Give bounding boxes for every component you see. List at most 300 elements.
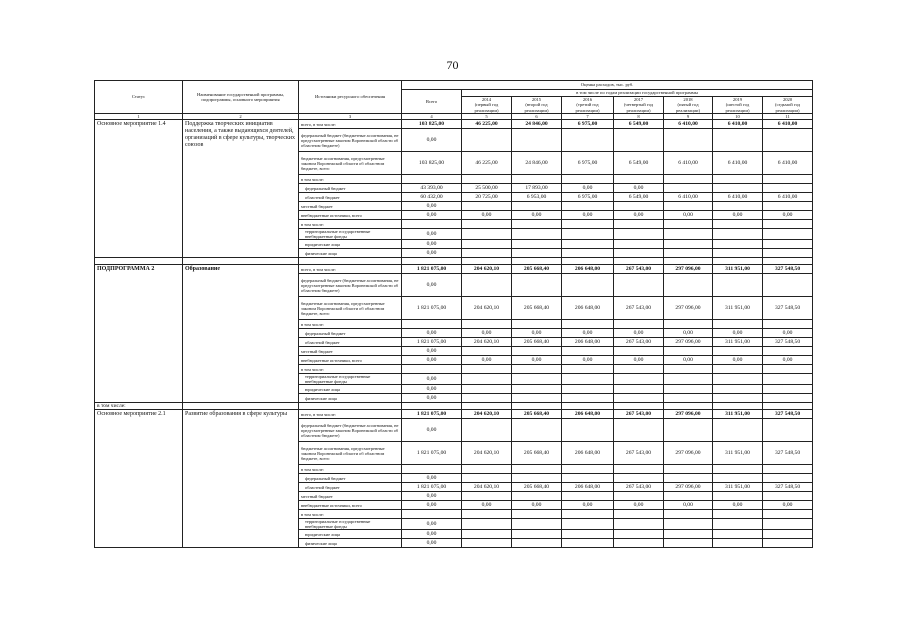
empty-cell [299, 258, 402, 265]
year-value-cell: 0,00 [462, 211, 512, 220]
year-value-cell [462, 320, 512, 329]
year-value-cell [713, 530, 763, 539]
year-value-cell [512, 510, 562, 519]
year-value-cell: 267 543,00 [614, 442, 664, 465]
year-value-cell [763, 465, 813, 474]
year-value-cell [462, 539, 512, 548]
source-cell: юридические лица [299, 385, 402, 394]
total-value-cell: 1 821 075,00 [402, 483, 462, 492]
year-value-cell: 6 953,00 [512, 193, 562, 202]
year-value-cell: 6 410,00 [713, 193, 763, 202]
source-cell: местный бюджет [299, 347, 402, 356]
total-value-cell: 0,00 [402, 229, 462, 240]
header-year-label: (четвертый год реализации) [623, 102, 654, 113]
year-value-cell [614, 385, 664, 394]
total-value-cell: 0,00 [402, 394, 462, 403]
column-index: 9 [664, 114, 713, 120]
year-value-cell [512, 419, 562, 442]
year-value-cell [512, 229, 562, 240]
year-value-cell: 46 225,00 [462, 152, 512, 175]
year-value-cell: 6 410,00 [713, 120, 763, 129]
header-year [664, 97, 713, 114]
total-value-cell [402, 320, 462, 329]
source-cell: областной бюджет [299, 193, 402, 202]
year-value-cell [664, 365, 713, 374]
year-value-cell [562, 539, 614, 548]
column-index: 3 [299, 114, 402, 120]
year-value-cell: 0,00 [664, 356, 713, 365]
source-cell: в том числе: [299, 365, 402, 374]
year-value-cell [512, 129, 562, 152]
empty-cell [95, 258, 183, 265]
header-year-label: (пятый год реализации) [676, 102, 700, 113]
year-value-cell [763, 492, 813, 501]
table-row [95, 265, 813, 274]
year-value-cell [763, 220, 813, 229]
year-value-cell [562, 274, 614, 297]
year-value-cell [512, 249, 562, 258]
year-value-cell: 6 410,00 [763, 193, 813, 202]
year-value-cell: 0,00 [462, 329, 512, 338]
year-value-cell [763, 129, 813, 152]
source-cell: всего, в том числе: [299, 410, 402, 419]
year-value-cell [614, 129, 664, 152]
year-value-cell [664, 347, 713, 356]
year-value-cell [713, 539, 763, 548]
source-cell: федеральный бюджет (бюджетные ассигнования, не предусмотренные законом Воронежской области об областном бюджете) [299, 419, 402, 442]
empty-cell [402, 403, 462, 410]
year-value-cell [462, 220, 512, 229]
header-year-number: 2015 [531, 97, 542, 103]
year-value-cell [664, 229, 713, 240]
year-value-cell [713, 385, 763, 394]
year-value-cell [462, 129, 512, 152]
empty-cell [462, 258, 512, 265]
status-cell: ПОДПРОГРАММА 2 [95, 265, 183, 403]
year-value-cell: 204 620,10 [462, 483, 512, 492]
column-index: 6 [512, 114, 562, 120]
header-year-number: 2014 [481, 97, 492, 103]
year-value-cell: 205 668,40 [512, 297, 562, 320]
empty-cell [562, 403, 614, 410]
total-value-cell: 0,00 [402, 530, 462, 539]
year-value-cell: 6 410,00 [713, 152, 763, 175]
year-value-cell: 205 668,40 [512, 410, 562, 419]
empty-cell [299, 403, 402, 410]
year-value-cell: 206 648,00 [562, 338, 614, 347]
year-value-cell [512, 385, 562, 394]
year-value-cell: 311 951,00 [713, 338, 763, 347]
year-value-cell: 0,00 [614, 184, 664, 193]
header-year-number: 2019 [732, 97, 743, 103]
year-value-cell [462, 249, 512, 258]
year-value-cell: 0,00 [512, 501, 562, 510]
source-cell: бюджетные ассигнования, предусмотренные законом Воронежской области об областном бюджете, всего [299, 297, 402, 320]
total-value-cell: 43 393,00 [402, 184, 462, 193]
year-value-cell [664, 419, 713, 442]
year-value-cell [562, 419, 614, 442]
year-value-cell [562, 492, 614, 501]
year-value-cell [614, 492, 664, 501]
empty-cell [183, 258, 299, 265]
year-value-cell [664, 202, 713, 211]
year-value-cell: 327 548,50 [763, 338, 813, 347]
source-cell: федеральный бюджет [299, 184, 402, 193]
year-value-cell [614, 510, 664, 519]
total-value-cell: 1 821 075,00 [402, 265, 462, 274]
total-value-cell: 1 821 075,00 [402, 410, 462, 419]
year-value-cell [664, 274, 713, 297]
year-value-cell [763, 274, 813, 297]
year-value-cell [512, 530, 562, 539]
year-value-cell: 327 548,50 [763, 265, 813, 274]
source-cell: юридические лица [299, 530, 402, 539]
year-value-cell [614, 519, 664, 530]
empty-cell [512, 258, 562, 265]
year-value-cell [664, 374, 713, 385]
header-year-label: (второй год реализации) [524, 102, 549, 113]
year-value-cell [664, 519, 713, 530]
year-value-cell [713, 492, 763, 501]
year-value-cell [763, 474, 813, 483]
year-value-cell: 204 620,10 [462, 297, 512, 320]
total-value-cell: 1 821 075,00 [402, 297, 462, 320]
year-value-cell [763, 510, 813, 519]
source-cell: федеральный бюджет [299, 329, 402, 338]
year-value-cell [763, 175, 813, 184]
year-value-cell [562, 385, 614, 394]
total-value-cell: 0,00 [402, 385, 462, 394]
total-value-cell: 0,00 [402, 492, 462, 501]
header-year [713, 97, 763, 114]
year-value-cell [713, 184, 763, 193]
total-value-cell: 103 825,00 [402, 152, 462, 175]
year-value-cell [512, 240, 562, 249]
year-value-cell: 327 548,50 [763, 483, 813, 492]
year-value-cell [713, 249, 763, 258]
year-value-cell [462, 465, 512, 474]
year-value-cell [664, 240, 713, 249]
year-value-cell: 204 620,10 [462, 265, 512, 274]
year-value-cell: 6 975,00 [562, 152, 614, 175]
empty-cell [763, 258, 813, 265]
year-value-cell: 311 951,00 [713, 265, 763, 274]
year-value-cell [763, 530, 813, 539]
year-value-cell [713, 274, 763, 297]
source-cell: бюджетные ассигнования, предусмотренные законом Воронежской области об областном бюджете, всего [299, 152, 402, 175]
year-value-cell: 6 410,00 [763, 152, 813, 175]
year-value-cell [664, 220, 713, 229]
year-value-cell [713, 419, 763, 442]
year-value-cell: 204 620,10 [462, 338, 512, 347]
year-value-cell: 6 410,00 [664, 193, 713, 202]
total-value-cell: 0,00 [402, 202, 462, 211]
year-value-cell [614, 320, 664, 329]
total-value-cell: 0,00 [402, 240, 462, 249]
source-cell: территориальные государственные внебюджетные фонды [299, 229, 402, 240]
year-value-cell [562, 347, 614, 356]
year-value-cell [763, 320, 813, 329]
year-value-cell [713, 519, 763, 530]
year-value-cell [562, 394, 614, 403]
year-value-cell [614, 394, 664, 403]
year-value-cell [614, 220, 664, 229]
year-value-cell: 206 648,00 [562, 410, 614, 419]
year-value-cell [614, 240, 664, 249]
year-value-cell [713, 374, 763, 385]
year-value-cell: 0,00 [713, 356, 763, 365]
year-value-cell [763, 519, 813, 530]
header-year [614, 97, 664, 114]
total-value-cell [402, 465, 462, 474]
table-row [95, 410, 813, 419]
total-value-cell [402, 365, 462, 374]
year-value-cell: 206 648,00 [562, 297, 614, 320]
year-value-cell [614, 202, 664, 211]
year-value-cell [614, 539, 664, 548]
year-value-cell: 267 543,00 [614, 338, 664, 347]
year-value-cell: 0,00 [763, 211, 813, 220]
total-value-cell: 0,00 [402, 211, 462, 220]
header-year-number: 2016 [582, 97, 593, 103]
year-value-cell [763, 240, 813, 249]
year-value-cell [462, 530, 512, 539]
year-value-cell: 297 096,00 [664, 442, 713, 465]
year-value-cell [763, 229, 813, 240]
header-year-label: (третий год реализации) [575, 102, 600, 113]
total-value-cell: 0,00 [402, 329, 462, 338]
year-value-cell [713, 229, 763, 240]
year-value-cell [462, 240, 512, 249]
year-value-cell [462, 385, 512, 394]
year-value-cell: 0,00 [713, 211, 763, 220]
source-cell: внебюджетные источники, всего [299, 211, 402, 220]
source-cell: юридические лица [299, 240, 402, 249]
total-value-cell [402, 175, 462, 184]
year-value-cell: 20 725,00 [462, 193, 512, 202]
year-value-cell: 297 096,00 [664, 338, 713, 347]
year-value-cell [664, 129, 713, 152]
including-row [95, 403, 813, 410]
year-value-cell [512, 465, 562, 474]
total-value-cell: 60 432,00 [402, 193, 462, 202]
header-year [562, 97, 614, 114]
year-value-cell [664, 474, 713, 483]
year-value-cell: 0,00 [713, 501, 763, 510]
empty-cell [664, 403, 713, 410]
year-value-cell [763, 385, 813, 394]
year-value-cell [462, 492, 512, 501]
year-value-cell [614, 249, 664, 258]
year-value-cell [512, 347, 562, 356]
year-value-cell: 327 548,50 [763, 442, 813, 465]
year-value-cell [562, 202, 614, 211]
header-row-1 [95, 81, 813, 90]
source-cell: областной бюджет [299, 483, 402, 492]
source-cell: в том числе: [299, 465, 402, 474]
year-value-cell: 311 951,00 [713, 483, 763, 492]
total-value-cell: 103 825,00 [402, 120, 462, 129]
year-value-cell [562, 530, 614, 539]
year-value-cell [462, 202, 512, 211]
source-cell: в том числе: [299, 510, 402, 519]
year-value-cell [562, 510, 614, 519]
year-value-cell: 0,00 [713, 329, 763, 338]
year-value-cell [614, 474, 664, 483]
source-cell: федеральный бюджет [299, 474, 402, 483]
source-cell: в том числе: [299, 175, 402, 184]
year-value-cell [713, 175, 763, 184]
year-value-cell: 205 668,40 [512, 483, 562, 492]
year-value-cell: 0,00 [614, 329, 664, 338]
year-value-cell [614, 419, 664, 442]
year-value-cell: 267 543,00 [614, 410, 664, 419]
empty-cell [763, 403, 813, 410]
source-cell: в том числе: [299, 320, 402, 329]
source-cell: федеральный бюджет (бюджетные ассигнования, не предусмотренные законом Воронежской области об областном бюджете) [299, 129, 402, 152]
year-value-cell [462, 419, 512, 442]
total-value-cell: 1 821 075,00 [402, 442, 462, 465]
year-value-cell [664, 465, 713, 474]
source-cell: местный бюджет [299, 202, 402, 211]
year-value-cell [512, 202, 562, 211]
year-value-cell [763, 202, 813, 211]
empty-cell [562, 258, 614, 265]
year-value-cell: 311 951,00 [713, 297, 763, 320]
empty-cell [512, 403, 562, 410]
source-cell: в том числе: [299, 220, 402, 229]
year-value-cell: 0,00 [562, 501, 614, 510]
year-value-cell [562, 474, 614, 483]
year-value-cell: 6 410,00 [763, 120, 813, 129]
year-value-cell [614, 530, 664, 539]
year-value-cell [763, 394, 813, 403]
total-value-cell: 0,00 [402, 274, 462, 297]
year-value-cell [562, 519, 614, 530]
year-value-cell [462, 474, 512, 483]
year-value-cell: 25 500,00 [462, 184, 512, 193]
year-value-cell: 0,00 [512, 211, 562, 220]
year-value-cell: 0,00 [562, 184, 614, 193]
year-value-cell [512, 220, 562, 229]
year-value-cell: 0,00 [562, 211, 614, 220]
year-value-cell: 0,00 [664, 329, 713, 338]
header-year-number: 2020 [782, 97, 793, 103]
year-value-cell: 311 951,00 [713, 410, 763, 419]
year-value-cell: 327 548,50 [763, 410, 813, 419]
year-value-cell: 6 549,00 [614, 152, 664, 175]
year-value-cell: 311 951,00 [713, 442, 763, 465]
year-value-cell: 0,00 [614, 211, 664, 220]
year-value-cell [763, 419, 813, 442]
year-value-cell: 0,00 [664, 501, 713, 510]
year-value-cell: 24 846,00 [512, 152, 562, 175]
empty-cell [713, 403, 763, 410]
year-value-cell [562, 220, 614, 229]
year-value-cell [512, 365, 562, 374]
header-name: Наименование государственной программы, подпрограммы, основного мероприятия [183, 81, 299, 114]
year-value-cell [664, 320, 713, 329]
source-cell: территориальные государственные внебюджетные фонды [299, 519, 402, 530]
year-value-cell: 17 893,00 [512, 184, 562, 193]
year-value-cell [614, 229, 664, 240]
year-value-cell: 0,00 [462, 356, 512, 365]
column-index: 10 [713, 114, 763, 120]
year-value-cell: 0,00 [763, 356, 813, 365]
year-value-cell [713, 465, 763, 474]
header-source: Источники ресурсного обеспечения [299, 81, 402, 114]
year-value-cell [462, 394, 512, 403]
year-value-cell: 0,00 [512, 329, 562, 338]
year-value-cell [512, 539, 562, 548]
year-value-cell [462, 519, 512, 530]
year-value-cell: 0,00 [614, 501, 664, 510]
source-cell: местный бюджет [299, 492, 402, 501]
year-value-cell [763, 249, 813, 258]
year-value-cell [664, 175, 713, 184]
year-value-cell [562, 175, 614, 184]
program-name-cell: Поддержка творческих инициатив населения, а также выдающихся деятелей, организаций в сфере культуры, творческих союзов [183, 120, 299, 258]
source-cell: физические лица [299, 394, 402, 403]
year-value-cell: 327 548,50 [763, 297, 813, 320]
year-value-cell [713, 320, 763, 329]
year-value-cell: 205 668,40 [512, 442, 562, 465]
status-cell: Основное мероприятие 2.1 [95, 410, 183, 548]
column-index: 8 [614, 114, 664, 120]
year-value-cell [614, 175, 664, 184]
program-name-cell: Развитие образования в сфере культуры [183, 410, 299, 548]
year-value-cell: 6 410,00 [664, 152, 713, 175]
year-value-cell [562, 229, 614, 240]
year-value-cell [713, 220, 763, 229]
total-value-cell: 0,00 [402, 249, 462, 258]
year-value-cell [614, 347, 664, 356]
source-cell: внебюджетные источники, всего [299, 501, 402, 510]
year-value-cell: 6 549,00 [614, 193, 664, 202]
year-value-cell [763, 184, 813, 193]
year-value-cell: 204 620,10 [462, 442, 512, 465]
year-value-cell [562, 374, 614, 385]
source-cell: всего, в том числе: [299, 265, 402, 274]
year-value-cell: 297 096,00 [664, 297, 713, 320]
year-value-cell: 6 549,00 [614, 120, 664, 129]
year-value-cell [512, 492, 562, 501]
header-incl-years: в том числе по годам реализации государственной программы [462, 90, 813, 97]
year-value-cell [664, 184, 713, 193]
resource-table [94, 80, 813, 548]
source-cell: бюджетные ассигнования, предусмотренные законом Воронежской области об областном бюджете, всего [299, 442, 402, 465]
year-value-cell [512, 274, 562, 297]
year-value-cell: 267 543,00 [614, 265, 664, 274]
year-value-cell: 0,00 [763, 329, 813, 338]
header-year-label: (первый год реализации) [474, 102, 499, 113]
column-index: 4 [402, 114, 462, 120]
header-estimate: Оценка расходов, тыс. руб. [402, 81, 813, 90]
column-index: 5 [462, 114, 512, 120]
source-cell: всего, в том числе: [299, 120, 402, 129]
spacer-row [95, 258, 813, 265]
total-value-cell [402, 220, 462, 229]
total-value-cell: 0,00 [402, 129, 462, 152]
column-index: 7 [562, 114, 614, 120]
year-value-cell [562, 129, 614, 152]
year-value-cell [664, 510, 713, 519]
year-value-cell: 0,00 [512, 356, 562, 365]
year-value-cell [562, 465, 614, 474]
year-value-cell [713, 240, 763, 249]
total-value-cell [402, 510, 462, 519]
year-value-cell [713, 365, 763, 374]
